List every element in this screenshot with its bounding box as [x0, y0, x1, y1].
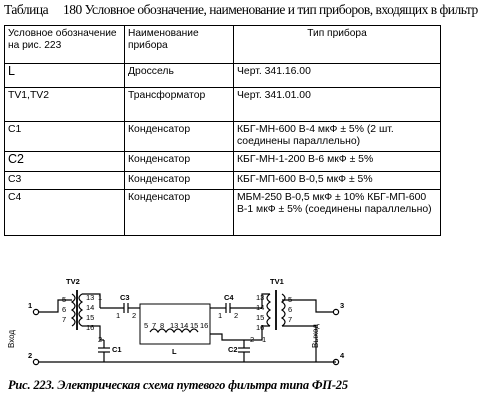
- l-pin-7: 7: [152, 321, 157, 330]
- table-header-row: [5, 26, 441, 64]
- output-label: Выход: [311, 324, 320, 348]
- c4-label: C4: [224, 293, 234, 302]
- wire-choke-out: [210, 334, 244, 340]
- cell-designation: TV1,TV2: [5, 88, 125, 122]
- cell-designation: L: [5, 64, 125, 88]
- table-title: [4, 2, 502, 18]
- table-label: Таблица: [4, 2, 49, 17]
- table-number: 180: [63, 2, 82, 17]
- c1-label: C1: [112, 345, 122, 354]
- tv2-pin-1: 1: [98, 293, 103, 302]
- l-pin-13: 13: [170, 321, 179, 330]
- tv2-pin-7: 7: [62, 315, 67, 324]
- l-pin-16: 16: [200, 321, 209, 330]
- c3-pin-2: 2: [132, 311, 137, 320]
- cell-name: Конденсатор: [125, 122, 234, 152]
- tv1-pin-14: 14: [256, 303, 265, 312]
- c4-pin-1: 1: [218, 311, 223, 320]
- choke-l-label: L: [172, 347, 177, 356]
- tv1-pin-13: 13: [256, 293, 265, 302]
- cell-type: КБГ-МН-1-200 В-6 мкФ ± 5%: [234, 152, 441, 172]
- cell-name: Конденсатор: [125, 172, 234, 190]
- tv1-pin-5: 5: [288, 295, 293, 304]
- header-type: Тип прибора: [234, 26, 441, 64]
- input-label: Вход: [7, 329, 16, 348]
- cell-name: Трансформатор: [125, 88, 234, 122]
- tv1-secondary-coil-icon: [282, 294, 285, 326]
- cell-designation: C4: [5, 190, 125, 236]
- table-row: [5, 190, 441, 236]
- circuit-diagram: [0, 270, 504, 378]
- cell-type: КБГ-МП-600 В-0,5 мкФ ± 5%: [234, 172, 441, 190]
- tv2-pin-2: 2: [98, 335, 103, 344]
- terminal-1-label: 1: [28, 301, 33, 310]
- tv1-primary-coil-icon: [267, 294, 270, 326]
- tv1-pin-15: 15: [256, 313, 265, 322]
- table-row: [5, 64, 441, 88]
- tv2-pin-6: 6: [62, 305, 67, 314]
- c3-pin-1: 1: [116, 311, 121, 320]
- terminal-2-label: 2: [28, 351, 33, 360]
- l-pin-14: 14: [180, 321, 189, 330]
- figure-caption: Рис. 223. Электрическая схема путевого фильтра типа ФП-25: [8, 378, 348, 392]
- terminal-3-label: 3: [340, 301, 345, 310]
- terminal-2-icon: [33, 359, 38, 364]
- l-pin-5: 5: [144, 321, 149, 330]
- cell-type: МБМ-250 В-0,5 мкФ ± 10% КБГ-МП-600 В-1 мкФ ± 5% (соединены параллельно): [234, 190, 441, 236]
- device-table: [4, 25, 441, 236]
- table-row: [5, 88, 441, 122]
- cell-name: Дроссель: [125, 64, 234, 88]
- l-pin-15: 15: [190, 321, 199, 330]
- cell-type: КБГ-МН-600 В-4 мкФ ± 5% (2 шт. соединены параллельно): [234, 122, 441, 152]
- tv2-primary-coil-icon: [72, 294, 75, 326]
- tv2-pin-14: 14: [86, 303, 95, 312]
- table-row: [5, 122, 441, 152]
- c2-label: C2: [228, 345, 238, 354]
- tv1-label: TV1: [270, 277, 284, 286]
- header-name: Наименование прибора: [125, 26, 234, 64]
- tv1-pin-2: 2: [250, 335, 255, 344]
- wire-input-top: [39, 300, 72, 312]
- tv2-pin-5: 5: [62, 295, 67, 304]
- tv2-pin-16: 16: [86, 323, 95, 332]
- cell-designation: C3: [5, 172, 125, 190]
- l-pin-8: 8: [160, 321, 165, 330]
- cell-designation: C1: [5, 122, 125, 152]
- tv1-pin-16: 16: [256, 323, 265, 332]
- header-designation: Условное обозначение на рис. 223: [5, 26, 125, 64]
- terminal-3-icon: [333, 309, 338, 314]
- c3-label: C3: [120, 293, 130, 302]
- c4-pin-2: 2: [234, 311, 239, 320]
- tv2-secondary-coil-icon: [79, 294, 82, 326]
- tv1-pin-1: 1: [262, 335, 267, 344]
- tv2-label: TV2: [66, 277, 80, 286]
- terminal-4-label: 4: [340, 351, 345, 360]
- cell-name: Конденсатор: [125, 152, 234, 172]
- terminal-1-icon: [33, 309, 38, 314]
- cell-designation: C2: [5, 152, 125, 172]
- cell-type: Черт. 341.01.00: [234, 88, 441, 122]
- tv1-pin-6: 6: [288, 305, 293, 314]
- tv1-pin-7: 7: [288, 315, 293, 324]
- cell-type: Черт. 341.16.00: [234, 64, 441, 88]
- tv2-pin-15: 15: [86, 313, 95, 322]
- table-row: [5, 172, 441, 190]
- table-title-text: Условное обозначение, наименование и тип приборов, входящих в фильтр: [84, 2, 478, 17]
- tv2-pin-13: 13: [86, 293, 95, 302]
- table-row: [5, 152, 441, 172]
- cell-name: Конденсатор: [125, 190, 234, 236]
